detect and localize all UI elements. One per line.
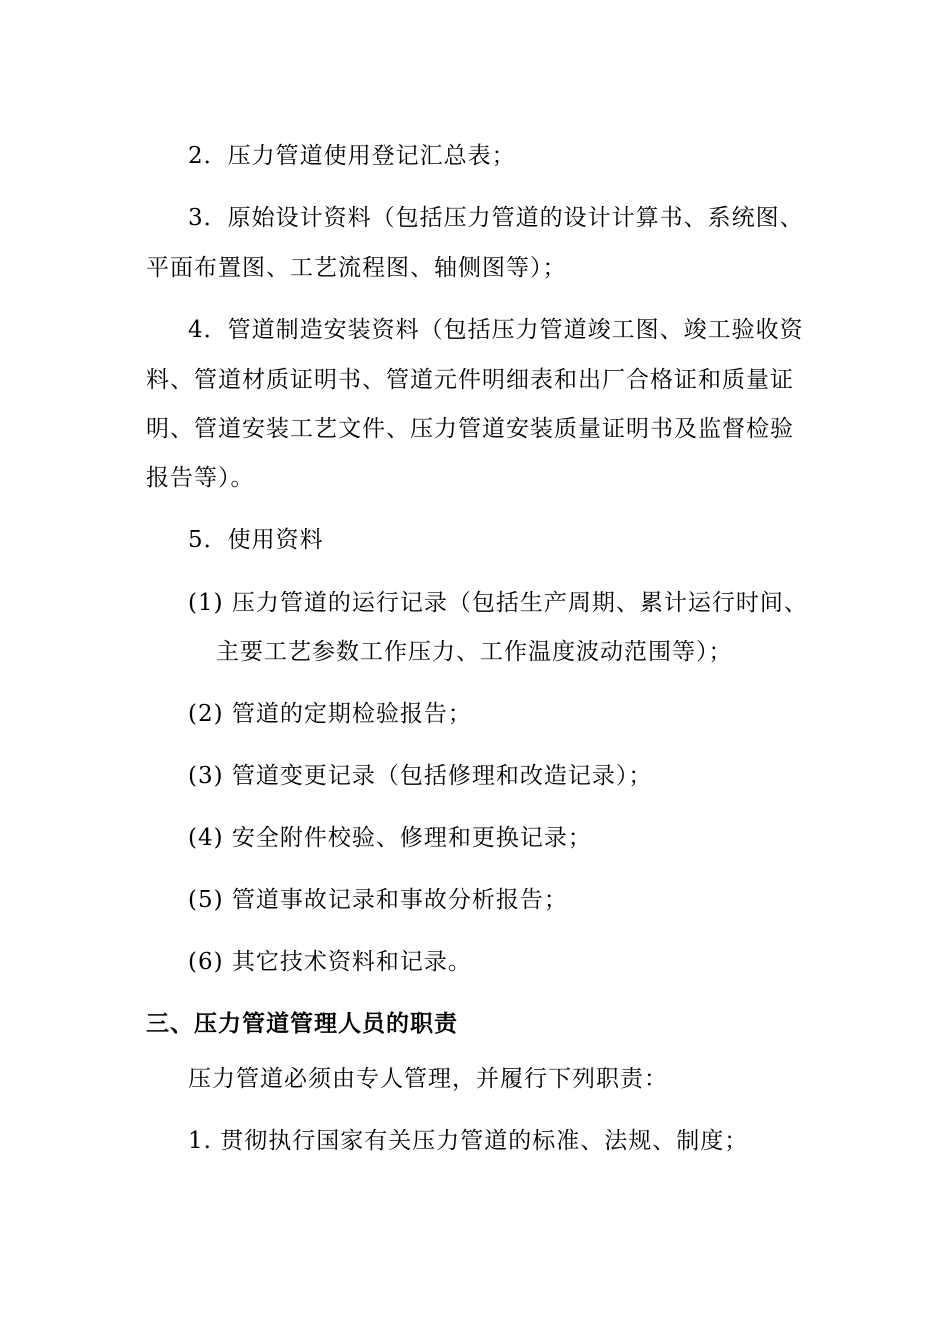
sub-item-3: (3) 管道变更记录（包括修理和改造记录）； — [188, 763, 653, 789]
list-item-4-line-4: 报告等）。 — [146, 465, 255, 491]
section-intro: 压力管道必须由专人管理，并履行下列职责： — [188, 1066, 668, 1092]
sub-item-5: (5) 管道事故记录和事故分析报告； — [188, 887, 568, 913]
list-item-4-line-2: 料、管道材质证明书、管道元件明细表和出厂合格证和质量证 — [146, 367, 794, 393]
list-item-3-line-1: 3．原始设计资料（包括压力管道的设计计算书、系统图、 — [188, 205, 804, 231]
section-heading: 三、压力管道管理人员的职责 — [146, 1011, 458, 1037]
list-item-5: 5．使用资料 — [188, 527, 324, 553]
sub-item-1-line-1: (1) 压力管道的运行记录（包括生产周期、累计运行时间、 — [188, 590, 808, 616]
list-item-4-line-3: 明、管道安装工艺文件、压力管道安装质量证明书及监督检验 — [146, 416, 794, 442]
sub-item-1-line-2: 主要工艺参数工作压力、工作温度波动范围等）； — [216, 639, 733, 665]
duty-item-1: 1. 贯彻执行国家有关压力管道的标准、法规、制度； — [188, 1128, 749, 1154]
sub-item-4: (4) 安全附件校验、修理和更换记录； — [188, 825, 592, 851]
sub-item-2: (2) 管道的定期检验报告； — [188, 701, 472, 727]
list-item-2: 2．压力管道使用登记汇总表； — [188, 143, 516, 169]
list-item-4-line-1: 4．管道制造安装资料（包括压力管道竣工图、竣工验收资 — [188, 317, 804, 343]
sub-item-6: (6) 其它技术资料和记录。 — [188, 949, 472, 975]
list-item-3-line-2: 平面布置图、工艺流程图、轴侧图等）； — [146, 255, 567, 281]
